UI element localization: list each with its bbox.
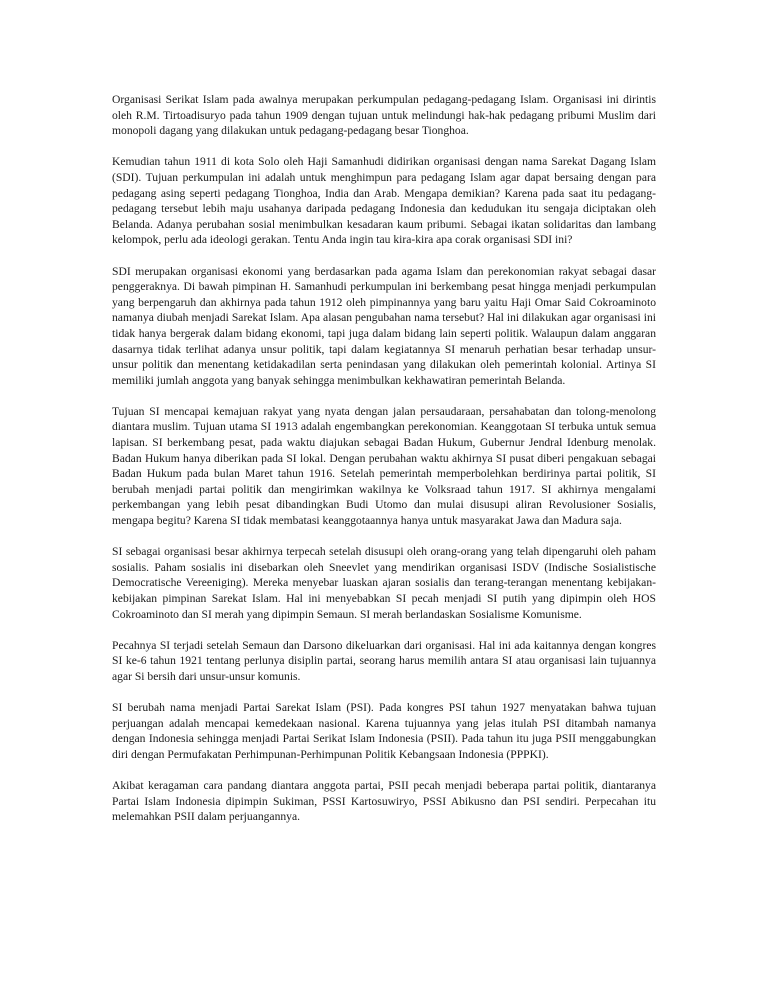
paragraph-sdi-economy: SDI merupakan organisasi ekonomi yang berdasarkan pada agama Islam dan perekonomian rakyat sebagai dasar penggeraknya. Di bawah pimpinan H. Samanhudi perkumpulan ini berkembang pesat hingga menjadi perkumpulan yang berpengaruh dan akhirnya pada tahun 1912 oleh pimpinannya yang baru yaitu Haji Omar Said Cokroaminoto namanya diubah menjadi Sarekat Islam. Apa alasan pengubahan nama tersebut? Hal ini dilakukan agar organisasi ini tidak hanya bergerak dalam bidang ekonomi, tapi juga dalam bidang lain seperti politik. Walaupun dalam anggaran dasarnya tidak terlihat adanya unsur politik, tapi dalam kegiatannya SI menaruh perhatian besar terhadap unsur-unsur politik dan menentang ketidakadilan serta penindasan yang dilakukan oleh pemerintah kolonial. Artinya SI memiliki jumlah anggota yang banyak sehingga menimbulkan kekhawatiran pemerintah Belanda. [112,264,656,387]
paragraph-psi-psii: SI berubah nama menjadi Partai Sarekat Islam (PSI). Pada kongres PSI tahun 1927 menyatakan bahwa tujuan perjuangan adalah mencapai kemedekaan nasional. Karena tujuannya yang jelas itulah PSI ditambah namanya dengan Indonesia sehingga menjadi Partai Serikat Islam Indonesia (PSII). Pada tahun itu juga PSII menggabungkan diri dengan Permufakatan Perhimpunan-Perhimpunan Politik Kebangsaan Indonesia (PPPKI). [112,701,656,761]
document-page [112,92,656,841]
paragraph-sarekat-dagang-islam: Kemudian tahun 1911 di kota Solo oleh Haji Samanhudi didirikan organisasi dengan nama Sarekat Dagang Islam (SDI). Tujuan perkumpulan ini adalah untuk menghimpun para pedagang Islam agar dapat bersaing dengan para pedagang asing seperti pedagang Tionghoa, India dan Arab. Mengapa demikian? Karena pada saat itu pedagang-pedagang tersebut lebih maju usahanya daripada pedagang Indonesia dan kedudukan itu sengaja diciptakan oleh Belanda. Adanya perubahan sosial menimbulkan kesadaran kaum pribumi. Sebagai ikatan solidaritas dan lambang kelompok, perlu ada ideologi gerakan. Tentu Anda ingin tau kira-kira apa corak organisasi SDI ini? [112,155,656,247]
paragraph-serikat-islam-origin: Organisasi Serikat Islam pada awalnya merupakan perkumpulan pedagang-pedagang Islam. Organisasi ini dirintis oleh R.M. Tirtoadisuryo pada tahun 1909 dengan tujuan untuk melindungi hak-hak pedagang pribumi Muslim dari monopoli dagang yang dilakukan untuk pedagang-pedagang besar Tionghoa. [112,93,656,138]
paragraph-si-goals: Tujuan SI mencapai kemajuan rakyat yang nyata dengan jalan persaudaraan, persahabatan dan tolong-menolong diantara muslim. Tujuan utama SI 1913 adalah engembangkan perekonomian. Keanggotaan SI terbuka untuk semua lapisan. SI berkembang pesat, pada waktu diajukan sebagai Badan Hukum, Gubernur Jendral Idenburg menolak. Badan Hukum hanya diberikan pada SI lokal. Dengan perubahan waktu akhirnya SI pusat diberi pengakuan sebagai Badan Hukum pada bulan Maret tahun 1916. Setelah pemerintah memperbolehkan berdirinya partai politik, SI berubah menjadi partai politik dan mengirimkan wakilnya ke Volksraad tahun 1917. SI akhirnya mengalami perkembangan yang lebih pesat dibandingkan Budi Utomo dan mulai disusupi aliran Revolusioner Sosialis, mengapa begitu? Karena SI tidak membatasi keanggotaannya hanya untuk masyarakat Jawa dan Madura saja. [112,404,656,528]
paragraph-psii-fragmentation: Akibat keragaman cara pandang diantara anggota partai, PSII pecah menjadi beberapa partai politik, diantaranya Partai Islam Indonesia dipimpin Sukiman, PSSI Kartosuwiryo, PSSI Abikusno dan PSI sendiri. Perpecahan itu melemahkan PSII dalam perjuangannya. [112,779,656,824]
paragraph-si-split: SI sebagai organisasi besar akhirnya terpecah setelah disusupi oleh orang-orang yang telah dipengaruhi oleh paham sosialis. Paham sosialis ini disebarkan oleh Sneevlet yang mendirikan organisasi ISDV (Indische Sosialistische Democratische Vereeniging). Mereka menyebar luaskan ajaran sosialis dan terang-terangan menentang kebijakan-kebijakan pimpinan Sarekat Islam. Hal ini menyebabkan SI pecah menjadi SI putih yang dipimpin oleh HOS Cokroaminoto dan SI merah yang dipimpin Semaun. SI merah berlandaskan Sosialisme Komunisme. [112,545,656,621]
paragraph-si-division-cause: Pecahnya SI terjadi setelah Semaun dan Darsono dikeluarkan dari organisasi. Hal ini ada kaitannya dengan kongres SI ke-6 tahun 1921 tentang perlunya disiplin partai, seorang harus memilih antara SI atau organisasi lain tujuannya agar Si bersih dari unsur-unsur komunis. [112,638,656,683]
